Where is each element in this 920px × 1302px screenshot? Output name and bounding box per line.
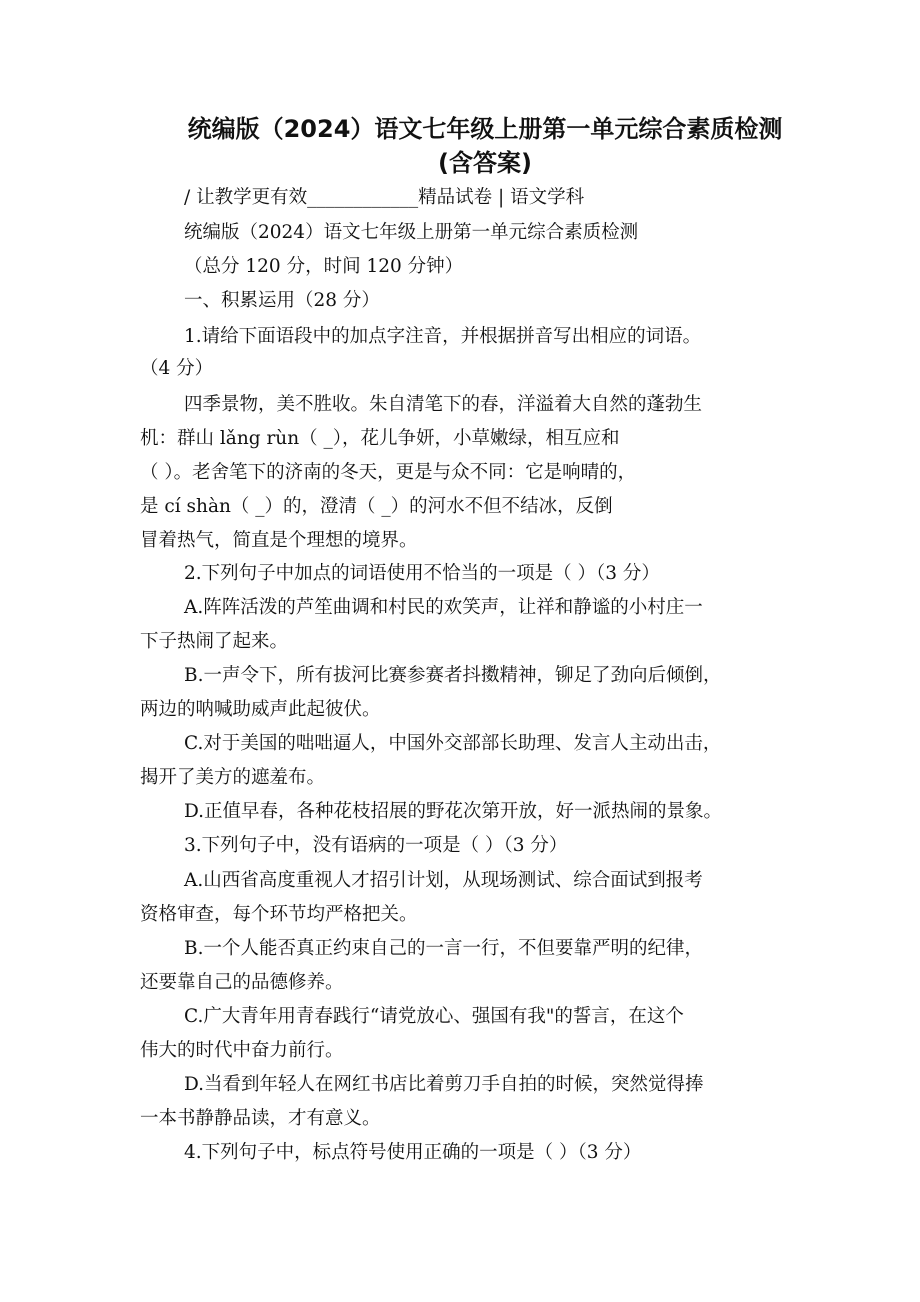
question-4-line: 4.下列句子中，标点符号使用正确的一项是（ ）（3 分） xyxy=(184,1142,642,1163)
passage-line: （ ）。老舍笔下的济南的冬天，更是与众不同：它是响晴的， xyxy=(140,462,637,483)
header-tagline: / 让教学更有效____________精品试卷 | 语文学科 xyxy=(184,187,585,208)
passage-line: 是 cí shàn（ _）的，澄清（ _）的河水不但不结冰，反倒 xyxy=(140,496,613,517)
question-1-line: 1.请给下面语段中的加点字注音，并根据拼音写出相应的词语。 xyxy=(184,326,702,347)
option-line: 一本书静静品读，才有意义。 xyxy=(140,1108,381,1129)
option-line: D.正值早春，各种花枝招展的野花次第开放，好一派热闹的景象。 xyxy=(184,801,723,822)
option-line: 还要靠自己的品德修养。 xyxy=(140,972,344,993)
option-line: 下子热闹了起来。 xyxy=(140,631,289,652)
passage-line: 机：群山 lǎng rùn（ _），花儿争妍，小草嫩绿，相互应和 xyxy=(140,428,620,449)
subtitle: 统编版（2024）语文七年级上册第一单元综合素质检测 xyxy=(184,222,639,243)
option-line: D.当看到年轻人在网红书店比着剪刀手自拍的时候，突然觉得捧 xyxy=(184,1074,704,1095)
passage-line: 四季景物，美不胜收。朱自清笔下的春，洋溢着大自然的蓬勃生 xyxy=(184,394,703,415)
document-title xyxy=(140,112,830,180)
option-line: A.山西省高度重视人才招引计划，从现场测试、综合面试到报考 xyxy=(184,870,703,891)
question-2-line: 2.下列句子中加点的词语使用不恰当的一项是（ ）（3 分） xyxy=(184,563,660,584)
question-3-line: 3.下列句子中，没有语病的一项是（ ）（3 分） xyxy=(184,835,568,856)
question-1-line: （4 分） xyxy=(140,358,214,379)
title-line-2: (含答案) xyxy=(438,149,532,177)
option-line: 两边的呐喊助威声此起彼伏。 xyxy=(140,699,381,720)
title-line-1: 统编版（2024）语文七年级上册第一单元综合素质检测 xyxy=(187,115,783,143)
passage-line: 冒着热气，简直是个理想的境界。 xyxy=(140,530,418,551)
score-time-note: （总分 120 分，时间 120 分钟） xyxy=(184,256,464,277)
option-line: C.广大青年用青春践行“请党放心、强国有我"的誓言，在这个 xyxy=(184,1006,684,1027)
section-heading: 一、积累运用（28 分） xyxy=(184,290,380,311)
option-line: B.一个人能否真正约束自己的一言一行，不但要靠严明的纪律， xyxy=(184,938,703,959)
option-line: B.一声令下，所有拔河比赛参赛者抖擞精神，铆足了劲向后倾倒， xyxy=(184,665,722,686)
option-line: 资格审查，每个环节均严格把关。 xyxy=(140,904,418,925)
option-line: C.对于美国的咄咄逼人，中国外交部部长助理、发言人主动出击， xyxy=(184,733,722,754)
option-line: A.阵阵活泼的芦笙曲调和村民的欢笑声，让祥和静谧的小村庄一 xyxy=(184,597,703,618)
option-line: 伟大的时代中奋力前行。 xyxy=(140,1040,344,1061)
option-line: 揭开了美方的遮羞布。 xyxy=(140,767,326,788)
